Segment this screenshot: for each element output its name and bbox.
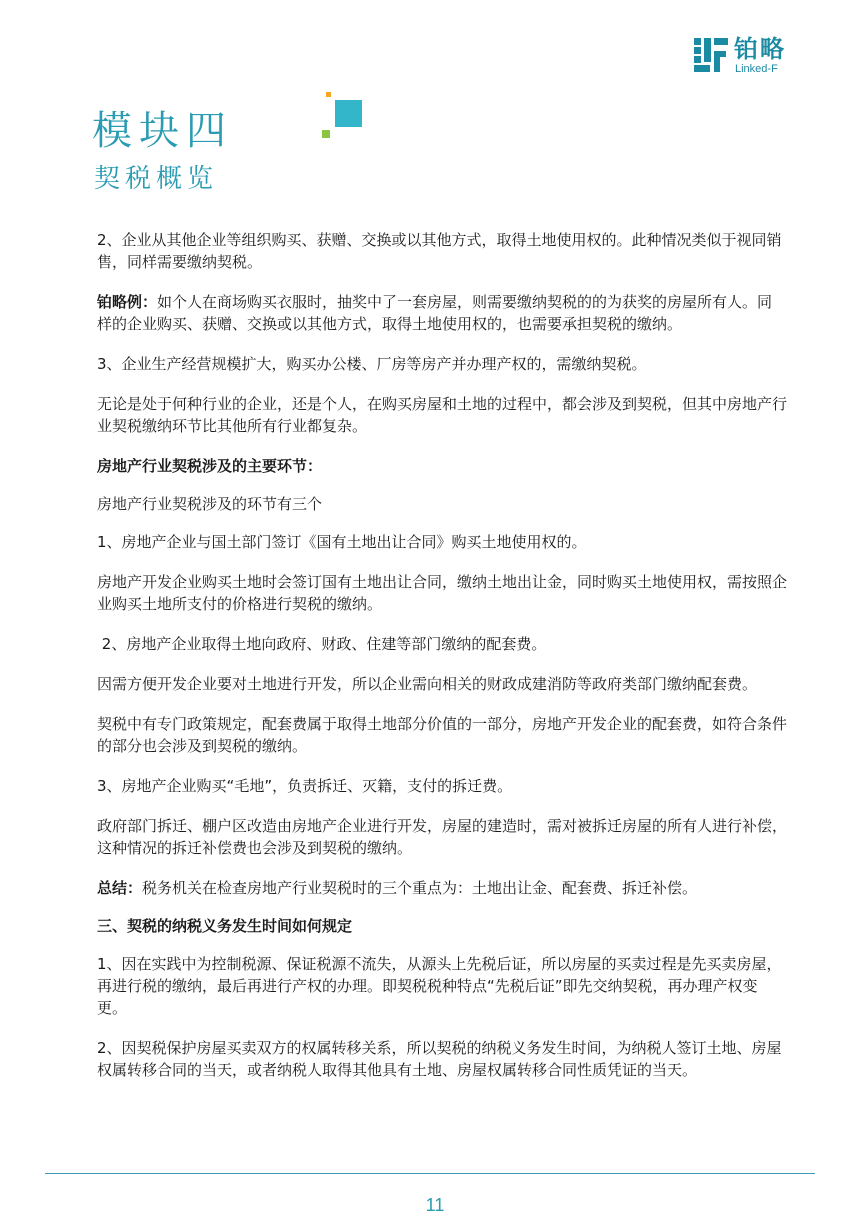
section-heading: 三、契税的纳税义务发生时间如何规定 — [97, 917, 353, 935]
footer-divider — [45, 1173, 815, 1174]
module-title: 模块四 — [92, 108, 233, 154]
paragraph: 政府部门拆迁、棚户区改造由房地产企业进行开发，房屋的建造时，需对被拆迁房屋的所有人进行补偿，这种情况的拆迁补偿费也会涉及到契税的缴纳。 — [97, 817, 788, 857]
example-text: 如个人在商场购买衣服时，抽奖中了一套房屋，则需要缴纳契税的的为获奖的房屋所有人。同样的企业购买、获赠、交换或以其他方式，取得土地使用权的，也需要承担契税的缴纳。 — [97, 293, 773, 333]
paragraph: 3、企业生产经营规模扩大，购买办公楼、厂房等房产并办理产权的，需缴纳契税。 — [97, 355, 647, 373]
company-logo — [694, 36, 814, 76]
paragraph: 1、房地产企业与国土部门签订《国有土地出让合同》购买土地使用权的。 — [97, 533, 587, 551]
module-subtitle: 契税概览 — [94, 164, 219, 194]
logo-mark-icon — [694, 38, 728, 72]
logo-name-en: Linked-F — [735, 63, 778, 75]
summary-paragraph — [97, 877, 787, 899]
paragraph: 房地产开发企业购买土地时会签订国有土地出让合同，缴纳土地出让金，同时购买土地使用权，需按照企业购买土地所支付的价格进行契税的缴纳。 — [97, 573, 788, 613]
example-label: 铂略例： — [97, 293, 158, 311]
example-paragraph — [97, 291, 787, 335]
paragraph: 1、因在实践中为控制税源、保证税源不流失，从源头上先税后证，所以房屋的买卖过程是先买卖房屋，再进行税的缴纳，最后再进行产权的办理。即契税税种特点“先税后证”即先交纳契税，再办理产权变更。 — [97, 955, 782, 1017]
section-heading: 房地产行业契税涉及的主要环节： — [97, 457, 323, 475]
logo-name-cn: 铂略 — [734, 35, 786, 63]
summary-text: 税务机关在检查房地产行业契税时的三个重点为：土地出让金、配套费、拆迁补偿。 — [142, 879, 698, 897]
paragraph: 2、因契税保护房屋买卖双方的权属转移关系，所以契税的纳税义务发生时间，为纳税人签订土地、房屋权属转移合同的当天，或者纳税人取得其他具有土地、房屋权属转移合同性质凭证的当天。 — [97, 1039, 782, 1079]
document-body — [97, 229, 787, 1099]
paragraph: 契税中有专门政策规定，配套费属于取得土地部分价值的一部分，房地产开发企业的配套费，如符合条件的部分也会涉及到契税的缴纳。 — [97, 715, 788, 755]
summary-label: 总结： — [97, 879, 143, 897]
paragraph: 房地产行业契税涉及的环节有三个 — [97, 495, 323, 513]
paragraph: 2、企业从其他企业等组织购买、获赠、交换或以其他方式，取得土地使用权的。此种情况类似于视同销售，同样需要缴纳契税。 — [97, 231, 782, 271]
paragraph: 因需方便开发企业要对土地进行开发，所以企业需向相关的财政成建消防等政府类部门缴纳配套费。 — [97, 675, 758, 693]
page-number: 11 — [425, 1195, 445, 1215]
paragraph: 2、房地产企业取得土地向政府、财政、住建等部门缴纳的配套费。 — [97, 635, 547, 653]
paragraph: 无论是处于何种行业的企业，还是个人，在购买房屋和土地的过程中，都会涉及到契税，但其中房地产行业契税缴纳环节比其他所有行业都复杂。 — [97, 395, 788, 435]
paragraph: 3、房地产企业购买“毛地”，负责拆迁、灭籍，支付的拆迁费。 — [97, 777, 513, 795]
decorative-squares-icon — [318, 92, 368, 142]
